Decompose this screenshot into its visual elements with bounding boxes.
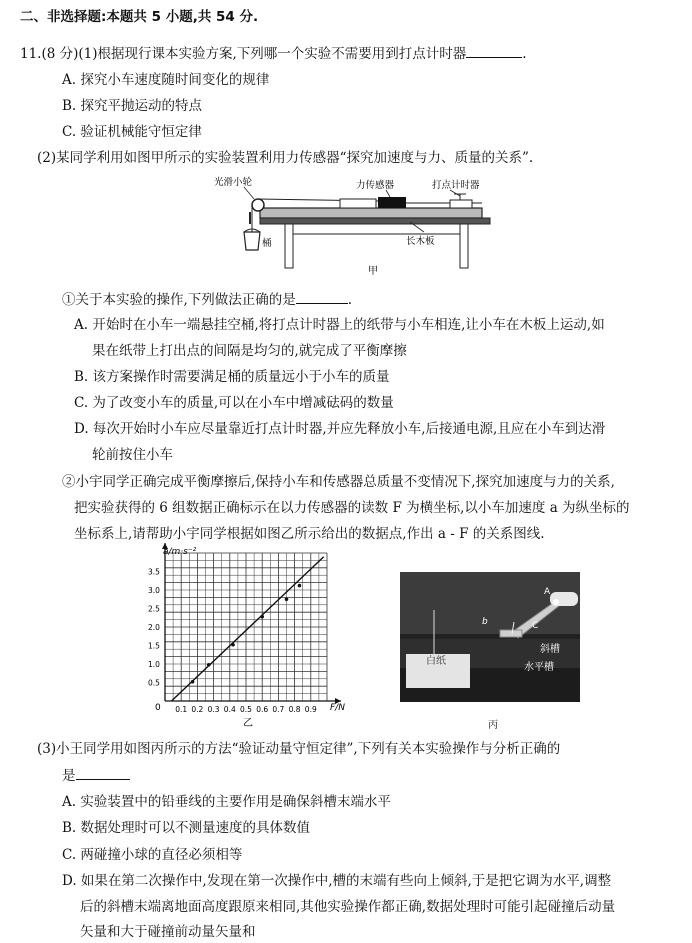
part3-option-d: D. 如果在第二次操作中,发现在第一次操作中,槽的末端有些向上倾斜,于是把它调为水平,调整 — [62, 873, 612, 889]
figure-jia — [210, 170, 510, 280]
caption-bing: 丙 — [488, 720, 498, 731]
label-b: b — [482, 617, 488, 627]
y-tick-label: 1.5 — [148, 641, 160, 651]
sub2-line-1: ②小宇同学正确完成平衡摩擦后,保持小车和传感器总质量不变情况下,探究加速度与力的关系, — [62, 474, 615, 490]
sub1-option-d-cont: 轮前按住小车 — [92, 447, 173, 463]
chart-axes — [162, 543, 341, 704]
caption-yi: 乙 — [243, 718, 253, 728]
table-leg-left — [285, 224, 293, 268]
long-board — [260, 208, 482, 218]
label-level: 水平槽 — [524, 662, 554, 673]
sub1-text: ①关于本实验的操作,下列做法正确的是 — [62, 292, 296, 308]
part3-option-a: A. 实验装置中的铅垂线的主要作用是确保斜槽末端水平 — [62, 794, 391, 810]
level-track — [500, 630, 522, 637]
y-tick-label: 3.5 — [148, 567, 160, 577]
part3-line-2 — [62, 766, 130, 785]
data-point — [191, 680, 195, 684]
x-tick-label: 0.7 — [272, 705, 285, 714]
sub2-line-2: 把实验获得的 6 组数据正确标示在以力传感器的读数 F 为横坐标,以小车加速度 a 为纵坐标的 — [74, 500, 630, 516]
x-tick-label: 0.6 — [256, 705, 269, 714]
figure-yi-chart — [135, 543, 365, 728]
chart-xlabel: F/N — [330, 703, 345, 713]
y-tick-label: 1.0 — [148, 660, 160, 669]
answer-blank-2[interactable] — [296, 290, 348, 304]
section-title: 二、非选择题:本题共 5 小题,共 54 分. — [20, 9, 259, 25]
label-incline: 斜槽 — [540, 644, 560, 655]
option-1a: A. 探究小车速度随时间变化的规律 — [62, 72, 270, 88]
y-tick-label: 3.0 — [148, 586, 160, 595]
pulley-icon — [252, 199, 264, 211]
option-1b: B. 探究平抛运动的特点 — [62, 98, 203, 114]
y-tick-label: 2.5 — [148, 604, 160, 614]
x-tick-label: 0.9 — [304, 705, 317, 714]
part3-option-d-cont-1: 后的斜槽末端离地面高度跟原来相同,其他实验操作都正确,数据处理时可能引起碰撞后动量 — [80, 899, 616, 915]
y-tick-label: 2.0 — [148, 623, 160, 632]
part3-option-c: C. 两碰撞小球的直径必须相等 — [62, 847, 243, 863]
y-tick-label: 0.5 — [148, 678, 160, 688]
chart-points — [171, 557, 323, 701]
label-sensor: 力传感器 — [356, 180, 395, 191]
label-pulley: 光滑小轮 — [214, 177, 253, 188]
part3-option-b: B. 数据处理时可以不测量速度的具体数值 — [62, 820, 311, 836]
question-stem — [20, 44, 527, 63]
data-point — [298, 584, 302, 588]
caption-jia: 甲 — [368, 266, 378, 277]
stem-text: 11.(8 分)(1)根据现行课本实验方案,下列哪一个实验不需要用到打点计时器 — [20, 46, 467, 62]
data-point — [285, 597, 289, 601]
data-point — [231, 643, 235, 647]
label-timer: 打点计时器 — [432, 180, 480, 191]
label-bucket: 桶 — [262, 238, 272, 249]
data-point — [207, 663, 211, 667]
x-tick-label: 0.4 — [223, 705, 236, 714]
part3-line-1: (3)小王同学用如图丙所示的方法“验证动量守恒定律”,下列有关本实验操作与分析正确的 — [37, 741, 561, 757]
timer — [450, 200, 472, 208]
chart-ylabel: a/m·s⁻² — [163, 547, 197, 557]
sub1-option-a-cont: 果在纸带上打出点的间隔是均匀的,就完成了平衡摩擦 — [92, 343, 407, 359]
data-point — [260, 615, 264, 619]
x-tick-label: 0.1 — [175, 705, 188, 714]
sub1-option-c: C. 为了改变小车的质量,可以在小车中增减砝码的数量 — [74, 395, 394, 411]
part3-option-d-cont-2: 矢量和大于碰撞前动量矢量和 — [80, 924, 256, 940]
sub1-option-d: D. 每次开始时小车应尽量靠近打点计时器,并应先释放小车,后接通电源,且应在小车到达滑 — [74, 421, 606, 437]
answer-blank-3[interactable] — [76, 766, 130, 780]
table-leg-right — [460, 224, 468, 268]
fit-line — [171, 557, 323, 701]
force-sensor — [378, 197, 406, 208]
label-A: A — [544, 587, 551, 597]
stem-end: . — [522, 46, 527, 62]
bucket-icon — [244, 232, 260, 250]
option-1c: C. 验证机械能守恒定律 — [62, 124, 202, 140]
sub1-end: . — [347, 292, 353, 308]
x-tick-label: 0.3 — [207, 705, 220, 714]
x-tick-label: 0.2 — [191, 705, 204, 714]
answer-blank-1[interactable] — [466, 44, 522, 58]
part2-intro: (2)某同学利用如图甲所示的实验装置利用力传感器“探究加速度与力、质量的关系”. — [37, 150, 534, 166]
chart-grid — [165, 553, 327, 701]
label-board: 长木板 — [406, 236, 435, 247]
sub2-line-3: 坐标系上,请帮助小宇同学根据如图乙所示给出的数据点,作出 a - F 的关系图线. — [74, 526, 545, 542]
sub1-stem — [62, 290, 352, 309]
chart-origin: 0 — [155, 703, 161, 713]
part3-line-2-text: 是 — [62, 768, 76, 784]
label-paper: 白纸 — [426, 656, 446, 667]
label-C: C — [532, 621, 539, 631]
figure-bing — [400, 572, 590, 732]
x-tick-label: 0.5 — [240, 705, 252, 714]
cart — [340, 199, 376, 208]
x-tick-label: 0.8 — [288, 705, 301, 714]
table-top — [260, 218, 490, 224]
sub1-option-a: A. 开始时在小车一端悬挂空桶,将打点计时器上的纸带与小车相连,让小车在木板上运动,如 — [74, 317, 605, 333]
sub1-option-b: B. 该方案操作时需要满足桶的质量远小于小车的质量 — [74, 369, 390, 385]
